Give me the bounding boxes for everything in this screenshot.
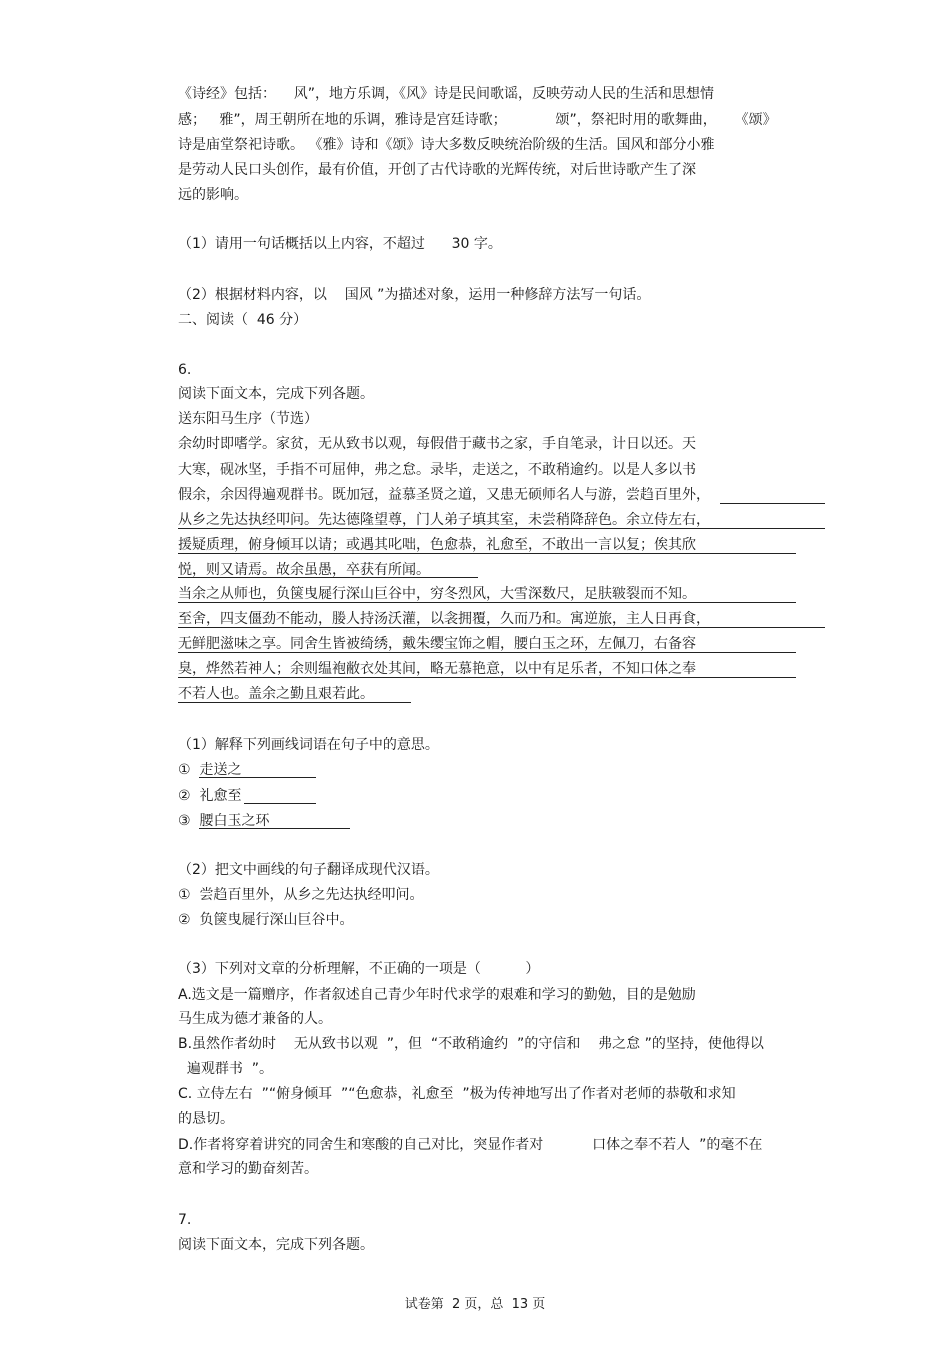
passage-line: 大寒，砚冰坚，手指不可屈伸，弗之怠。录毕，走送之，不敢稍逾约。以是人多以书 bbox=[178, 462, 696, 478]
q7-instruction: 阅读下面文本，完成下列各题。 bbox=[178, 1237, 374, 1253]
q6-sub2-item: ② 负箧曳屣行深山巨谷中。 bbox=[178, 912, 354, 928]
passage-line: 假余，余因得遍观群书。既加冠，益慕圣贤之道，又患无硕师名人与游，尝趋百里外， bbox=[178, 487, 710, 503]
q6-sub3-prompt: （3）下列对文章的分析理解，不正确的一项是（ ） bbox=[178, 961, 540, 977]
option-line: B.虽然作者幼时 无从致书以观 ”，但 “不敢稍逾约 ”的守信和 弗之怠 ”的坚持，使他得以 bbox=[178, 1036, 764, 1052]
passage-line: 援疑质理，俯身倾耳以请；或遇其叱咄，色愈恭，礼愈至，不敢出一言以复；俟其欣 bbox=[178, 537, 696, 553]
passage-line: 臭，烨然若神人；余则缊袍敝衣处其间，略无慕艳意，以中有足乐者，不知口体之奉 bbox=[178, 661, 696, 677]
q7-number: 7. bbox=[178, 1212, 192, 1228]
passage-underline bbox=[178, 602, 796, 603]
passage-line: 悦，则又请焉。故余虽愚，卒获有所闻。 bbox=[178, 562, 430, 578]
q6-sub1-item: ② 礼愈至 bbox=[178, 788, 242, 804]
section-heading: 二、阅读（ 46 分） bbox=[178, 312, 308, 328]
option-line: D.作者将穿着讲究的同舍生和寒酸的自己对比，突显作者对 口体之奉不若人 ”的毫不在 bbox=[178, 1137, 763, 1153]
passage-title: 送东阳马生序（节选） bbox=[178, 411, 318, 427]
passage-underline bbox=[178, 528, 825, 529]
option-line: 遍观群书 ”。 bbox=[178, 1061, 274, 1077]
passage-underline bbox=[178, 702, 411, 703]
q6-number: 6. bbox=[178, 362, 192, 378]
passage-line: 余幼时即嗜学。家贫，无从致书以观，每假借于藏书之家，手自笔录，计日以还。天 bbox=[178, 436, 696, 452]
passage-underline bbox=[178, 652, 796, 653]
passage-line: 不若人也。盖余之勤且艰若此。 bbox=[178, 686, 374, 702]
q6-sub1-prompt: （1）解释下列画线词语在句子中的意思。 bbox=[178, 737, 439, 753]
q6-sub1-item: ③ 腰白玉之环 bbox=[178, 813, 270, 829]
intro-line: 是劳动人民口头创作，最有价值，开创了古代诗歌的光辉传统，对后世诗歌产生了深 bbox=[178, 162, 696, 178]
intro-line: 诗是庙堂祭祀诗歌。 《雅》诗和《颂》诗大多数反映统治阶级的生活。国风和部分小雅 bbox=[178, 137, 715, 153]
option-line: A.选文是一篇赠序，作者叙述自己青少年时代求学的艰难和学习的勤勉，目的是勉励 bbox=[178, 987, 696, 1003]
passage-underline bbox=[178, 677, 796, 678]
passage-line: 从乡之先达执经叩问。先达德隆望尊，门人弟子填其室，未尝稍降辞色。余立侍左右， bbox=[178, 512, 710, 528]
answer-blank[interactable] bbox=[199, 777, 316, 778]
q6-sub2-item: ① 尝趋百里外，从乡之先达执经叩问。 bbox=[178, 887, 424, 903]
passage-underline bbox=[178, 627, 825, 628]
answer-blank[interactable] bbox=[244, 803, 316, 804]
option-line: 意和学习的勤奋刻苦。 bbox=[178, 1161, 318, 1177]
option-line: 的恳切。 bbox=[178, 1111, 234, 1127]
passage-line: 至舍，四支僵劲不能动，媵人持汤沃灌，以衾拥覆，久而乃和。寓逆旅，主人日再食， bbox=[178, 611, 710, 627]
intro-line: 远的影响。 bbox=[178, 187, 248, 203]
passage-underline bbox=[720, 503, 825, 504]
q5-sub1: （1）请用一句话概括以上内容，不超过 30 字。 bbox=[178, 236, 502, 252]
passage-line: 当余之从师也，负箧曳屣行深山巨谷中，穷冬烈风，大雪深数尺，足肤皲裂而不知。 bbox=[178, 586, 696, 602]
q6-instruction: 阅读下面文本，完成下列各题。 bbox=[178, 386, 374, 402]
option-line: C. 立侍左右 ”“俯身倾耳 ”“色愈恭，礼愈至 ”极为传神地写出了作者对老师的恭敬和求知 bbox=[178, 1086, 736, 1102]
passage-underline bbox=[178, 577, 478, 578]
page-footer: 试卷第 2 页，总 13 页 bbox=[404, 1297, 546, 1312]
intro-line: 《诗经》包括： 风”，地方乐调，《风》诗是民间歌谣，反映劳动人民的生活和思想情 bbox=[178, 86, 715, 102]
q6-sub2-prompt: （2）把文中画线的句子翻译成现代汉语。 bbox=[178, 862, 439, 878]
q6-sub1-item: ① 走送之 bbox=[178, 762, 242, 778]
passage-underline bbox=[178, 553, 796, 554]
option-line: 马生成为德才兼备的人。 bbox=[178, 1011, 332, 1027]
intro-line: 感； 雅”，周王朝所在地的乐调，雅诗是宫廷诗歌； 颂”，祭祀时用的歌舞曲， 《颂》 bbox=[178, 112, 777, 128]
answer-blank[interactable] bbox=[199, 828, 350, 829]
passage-line: 无鲜肥滋味之享。同舍生皆被绮绣，戴朱缨宝饰之帽，腰白玉之环，左佩刀，右备容 bbox=[178, 636, 696, 652]
q5-sub2: （2）根据材料内容，以 国风 ”为描述对象，运用一种修辞方法写一句话。 bbox=[178, 287, 651, 303]
